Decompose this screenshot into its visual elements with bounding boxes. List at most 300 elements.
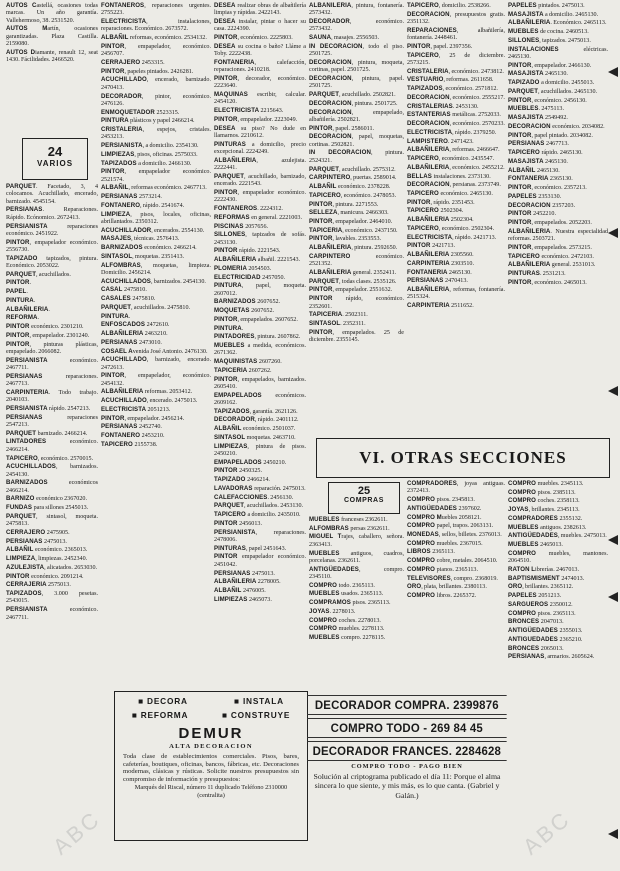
column-6 <box>508 2 608 434</box>
classified-ad: BAPTISMISMENT 2474013. <box>508 574 585 582</box>
classified-ad: ALBAÑIL reformas, económico. 2534132. <box>101 34 207 42</box>
classified-ad: COMPRO muebles, mantones. 2064510. <box>508 549 608 565</box>
classified-ad: PINTOR, papel pintado. 2034082. <box>508 131 593 139</box>
column-2 <box>101 2 211 688</box>
classified-ad: PINTOR. <box>6 279 32 287</box>
classified-ad: FUNDAS para sillones 2545013. <box>6 504 89 512</box>
classified-ad: PARQUET, acuchillados. 2475810. <box>101 303 191 311</box>
classified-ad: MUEBLES antiguos, cuadros, porcelanas. 2362611. <box>309 549 404 564</box>
classified-ad: PINTOR, papel. 2397356. <box>407 42 473 50</box>
classified-ad: ALBAÑILERIA, pintura. 2592650. <box>309 244 398 252</box>
classified-ad: MAQUINAS escribir, calcular. 2454120. <box>214 91 306 106</box>
classified-ad: MASAJISTA 2465130. <box>508 70 568 78</box>
classified-ad: ALBAÑILERIA albañil. 2221543. <box>214 256 301 264</box>
classified-ad: ELECTRICISTA 2051213. <box>101 405 171 413</box>
classified-ad: DECORACION económico. 2034082. <box>508 122 605 130</box>
classified-ad: LIMPIEZA, limpiezas. 2452340. <box>6 555 88 563</box>
classified-ad: PAPELES 2353130. <box>508 192 562 200</box>
classified-ad: SILLONES, tapizados. 2475013. <box>508 36 591 44</box>
classified-ad: DECORACION, económico. 2555217. <box>407 93 505 101</box>
classified-ad: MUEBLES 2465013. <box>508 541 563 549</box>
classified-ad: LAMPISTERO. 2471423. <box>407 137 474 145</box>
margin-arrow-icon <box>608 829 620 839</box>
classified-ad: LIMPIEZAS, pisos, oficinas. 2575033. <box>101 150 198 158</box>
classified-ad: ALBAÑILERIA. Nuestra especialidad reformas. 2503721. <box>508 227 608 243</box>
section-25-header <box>328 482 400 514</box>
section-24-header <box>22 138 88 180</box>
classified-ad: DESEA realizar obras de albañilería limpias y rápidas. 2422143. <box>214 2 306 17</box>
classified-ad: DECORACION, empapelado, albañilería. 2502821. <box>309 108 404 123</box>
classified-ad: PERSIANAS 2473010. <box>101 338 162 346</box>
classified-ad: PINTOR, lavables. 2353553. <box>309 235 382 243</box>
classified-ad: PERSIANAS reparaciones 2547213. <box>6 413 98 428</box>
classified-ad: COMPRO pisos. 2365113. <box>508 609 576 617</box>
classified-ad: MUEBLES antiguos. 2382613. <box>508 523 587 531</box>
classified-ad: REFORMA. <box>6 314 40 322</box>
classified-ad: ALBAÑILERIA, reformas, fontanería. 2515324. <box>407 286 505 301</box>
classified-ad: PERSIANISTA económico. 2467711. <box>6 356 98 372</box>
classified-ad: PINTOR, económico. 2456130. <box>508 96 587 104</box>
classified-ad: ALFOMBRAS persas 2362611. <box>309 524 390 532</box>
classified-ad: JOYAS, brillantes. 2345113. <box>508 506 580 514</box>
classified-ad: TAPICERO económico. 2465130. <box>407 189 493 197</box>
classified-ad: ALBAÑILERIA 2305560. <box>407 251 474 259</box>
demur-service: ■ INSTALA <box>234 696 284 706</box>
classified-ad: IN DECORACION, todo el piso. 2501725. <box>309 42 404 58</box>
classified-ad: PARQUET, todas clases. 2535126. <box>309 277 397 285</box>
classified-ad: PINTURAS, papel 2451643. <box>214 544 287 552</box>
column-1 <box>6 2 98 134</box>
section-label: VARIOS <box>36 159 74 168</box>
classified-ad: COMPRO Muebles 2058121. <box>407 513 482 521</box>
classified-ad: PINTOR 2421713. <box>407 242 455 250</box>
classified-ad: COMPRADORES, joyas antiguas. 2372413. <box>407 480 505 495</box>
classified-ad: PLOMERIA 2054503. <box>214 264 272 272</box>
margin-arrow-icon <box>608 67 620 77</box>
classified-ad: JOYAS. 2278013. <box>309 607 356 615</box>
classified-ad: ENFOSCADOS 2472610. <box>101 321 170 329</box>
classified-ad: TAPICERO, domicilio. 2538266. <box>407 2 491 9</box>
classified-ad: PERSIANISTA rápido. 2547213. <box>6 404 91 412</box>
classified-ad: PINTOR, empapelador económico. 2556730. <box>6 238 98 253</box>
classified-ad: DECORACION, persianas. 2373749. <box>407 181 501 189</box>
classified-ad: ALBAÑILERIA, azulejista. 2222441. <box>214 156 306 172</box>
classified-ad: COMPRO todo. 2365113. <box>309 581 375 589</box>
classified-ad: TAPICERO, económico. 2502304. <box>407 224 495 232</box>
classified-ad: PINTOR, empapelados. 2052203. <box>508 218 592 226</box>
demur-body: Toda clase de establecimientos comerciales. Pisos, bares, cafeterías, boutiques, oficinas, bancos, fábricas, etc. Decoraciones modernas, clásicas y rústicas. Solicite nuestros presupuestos sin compromiso de información y presupuestos: <box>123 753 299 783</box>
classified-ad: TAPICERO rápido. 2465130. <box>508 149 583 157</box>
classified-ad: AZULEJISTA, alicatados. 2653030. <box>6 563 98 571</box>
classified-ad: PINTOR económico. 2091214. <box>6 572 84 580</box>
classified-ad: PINTOR, empapelador. 2551632. <box>309 286 393 294</box>
classified-ad: PERSIANAS 2573214. <box>101 193 162 201</box>
classified-ad: COMPRO muebles. 2367015. <box>407 539 483 547</box>
classified-ad: ELECTRICISTA, rápido. 2379250. <box>407 128 497 136</box>
classified-ad: SINTASOL moquetas. 2463710. <box>214 433 296 441</box>
watermark-right: ABC <box>517 805 576 860</box>
classified-ad: MUEBLES usados. 2365113. <box>309 590 384 598</box>
classified-ad: CARPINTERO económico. 2521352. <box>309 252 404 268</box>
classified-ad: MUEBLES franceses 2362611. <box>309 516 388 523</box>
classified-ad: PERSIANAS, armarios. 2605624. <box>508 653 595 661</box>
classified-ad: FONTANEROS. 2224312. <box>214 205 283 213</box>
margin-arrow-icon <box>608 228 620 238</box>
classified-ad: CERRAJERO 2453315. <box>101 58 165 66</box>
demur-address: Marqués del Riscal, número 11 duplicado Teléfono 2310000 (centralita) <box>134 784 288 799</box>
classified-ad: PINTURAS. 2531213. <box>508 269 566 277</box>
classified-ad: EMPAPELADOS económicos. 2609162. <box>214 391 306 406</box>
classified-ad: ELECTRICISTA, instalaciones, reparaciones. Económico. 2673572. <box>101 18 211 33</box>
classified-ad: PINTOR, empapelados. 2573215. <box>508 243 592 251</box>
classified-ad: PARQUET, sintasol, moqueta. 2475813. <box>6 512 98 528</box>
classified-ad: DECORACION 2357203. <box>508 201 576 209</box>
criptograma-solution: Solución al criptograma publicado el día 11: Porque el alma sincera lo que siente, y mis más, es lo que canta. (Gabriel y Galán.) <box>313 772 501 800</box>
classified-ad: PINTOR, empapelador. 2301240. <box>6 331 90 339</box>
classified-ad: CARPINTERO, puertas. 2589014. <box>309 174 397 182</box>
classified-ad: FONTANERO 2453210. <box>101 432 165 440</box>
classified-ad: ENMOQUETADOR 2523315. <box>101 108 180 116</box>
section-label: COMPRAS <box>344 497 384 504</box>
classified-ad: CRISTALERIA, económico. 2473812. <box>407 67 504 75</box>
classified-ad: PINTOR, empapelador. 2223049. <box>214 115 298 123</box>
column-3 <box>214 2 306 690</box>
classified-ad: PINTOR empapelador económico. 2451042. <box>214 553 306 568</box>
classified-ad: ALBAÑILERIA 2463210. <box>101 330 168 338</box>
classified-ad: PERSIANISTA económico. 2467711. <box>6 606 98 621</box>
classified-ad: PARQUET, acuchillados. 2465130. <box>508 87 598 95</box>
classified-ad: TAPICERO, económico. 2478053. <box>309 191 397 199</box>
classified-ad: SINTASOL. 2352311. <box>309 320 366 327</box>
classified-ad: ALBAÑILERIA 2278005. <box>214 578 281 586</box>
classified-ad: RATON Librerías. 2467013. <box>508 565 580 573</box>
demur-services-row-2 <box>115 710 307 720</box>
classified-ad: ALBAÑILERIA reformas. 2053412. <box>101 388 193 396</box>
classified-ad: ESTANTERIAS metálicas. 2752033. <box>407 111 501 119</box>
classified-ad: FONTANERIA, calefacción, reparaciones. 2410218. <box>214 58 306 74</box>
classified-ad: PINTOR, empapelador. 2464010. <box>309 217 393 225</box>
classified-ad: ALBAÑILERIA, económico. 2455212. <box>407 163 505 171</box>
classified-ad: PINTOR, empapelados, barnizados. 2605410. <box>214 375 306 390</box>
classified-ad: ALBAÑILERIA. <box>6 305 50 313</box>
ad-decorador-compra: DECORADOR COMPRA. 2399876 <box>307 695 507 715</box>
classified-ad: PERSIANAS 2475013. <box>214 569 275 577</box>
classified-ad: PERSIANAS 2475013. <box>6 537 67 545</box>
classified-ad: TAPICERO, 25 de diciembre. 2573215. <box>407 51 505 66</box>
classified-ad: TAPICERO, económico. 2435547. <box>407 155 495 163</box>
classified-ad: PINTOR rápido. 2221543. <box>214 247 281 255</box>
classified-ad: BARNIZO económico 2367020. <box>6 495 87 503</box>
classified-ad: PINTOR, empapelador, económico. 2454132. <box>101 372 211 387</box>
classified-ad: ELECTRICISTA 2215643. <box>214 107 284 115</box>
classified-ad: ACUCHILLADO, encerado, barnizado. 2470413. <box>101 76 211 91</box>
classified-ad: SELLEZA, manicura. 2466303. <box>309 209 389 217</box>
classified-ad: ALBAÑILERIA 2502304. <box>407 216 474 224</box>
classified-ad: DECORACION, pintura. 2501725. <box>309 99 398 107</box>
margin-arrow-icon <box>608 535 620 545</box>
classified-ad: DECORACION, económico. 2570233. <box>407 120 505 128</box>
classified-ad: TAPIZADO a domicilio. 2455013. <box>508 79 595 87</box>
classified-ad: CARPINTERIA. Todo trabajo. 2040103. <box>6 388 98 404</box>
classified-ad: COMPRO pisos. 2345813. <box>407 496 475 504</box>
classified-ad: ALBAÑIL, reformas económico. 2467713. <box>101 184 207 192</box>
classified-ad: PARQUET, acuchillado, barnizado, encerado. 2221543. <box>214 172 306 188</box>
classified-ad: ORO, plata, brillantes. 2380113. <box>407 583 487 591</box>
bottom-ads <box>307 695 507 800</box>
classified-ad: PINTOR, papel. 2586011. <box>309 124 375 132</box>
classified-ad: SINTASOL, moquetas. 2351413. <box>101 252 185 260</box>
classified-ad: MIGUEL Trajes, caballero, señora. 2363413. <box>309 533 404 548</box>
column-4 <box>309 2 404 434</box>
classified-ad: CRISTALERIA, espejos, cristales. 2453213. <box>101 126 211 141</box>
classified-ad: PINTADORES, pintura. 2607862. <box>214 333 301 341</box>
classified-ad: LIMPIEZAS, pintura de pisos. 2450210. <box>214 442 306 458</box>
classified-ad: PINTOR, económico. 2357213. <box>508 184 587 192</box>
classified-ad: CALEFACCIONES. 2456130. <box>214 493 294 501</box>
demur-advertisement <box>114 691 308 841</box>
classified-ad: TAPICERIA 2607262. <box>214 366 272 374</box>
classified-ad: BRONCES 2065013. <box>508 644 564 652</box>
classified-ad: COMPRO muebles. 2345113. <box>508 480 584 487</box>
classified-ad: PINTOR, pinturas plásticas, empapelado. 2066082. <box>6 340 98 355</box>
classified-ad: BARNIZADOS económicos 2466214. <box>6 479 98 494</box>
classified-ad: PINTOR, empapelador económico. 2521574. <box>101 168 211 183</box>
demur-service: ■ DECORA <box>138 696 188 706</box>
classified-ad: TAPIZADOS, garantía. 2621126. <box>214 407 298 415</box>
classified-ad: PERSIANAS 2467713. <box>508 140 569 148</box>
classified-ad: LIMPIEZAS 2465073. <box>214 595 272 603</box>
classified-ad: BARNIZADOS económico. 2466214. <box>101 244 197 252</box>
classified-ad: PERSIANAS reparaciones. 2467713. <box>6 372 98 388</box>
classified-ad: MONEDAS, sellos, billetes. 2376013. <box>407 531 502 539</box>
classified-ad: TAPICERO 2502304. <box>407 207 464 215</box>
classified-ad: COMPRO muebles. 2278113. <box>309 625 385 633</box>
classified-ad: PERSIANISTA, reparaciones. 2478006. <box>214 528 306 543</box>
classified-ad: PINTOR 2450325. <box>214 467 262 475</box>
classified-ad: TAPIZADOS, 3.000 pesetas. 2543015. <box>6 590 98 605</box>
classified-ad: VESTUARIO, reformas. 2611658. <box>407 76 494 84</box>
classified-ad: REPARACIONES, albañilería, fontanería. 2448461. <box>407 26 505 42</box>
classified-ad: PINTURA. <box>6 296 36 304</box>
classified-ad: PAPELES pintados. 2475013. <box>508 2 585 9</box>
classified-ad: ALBAÑILERIA. Económico. 2465113. <box>508 19 607 27</box>
classified-ad: ALBAÑILERIA general. 2531013. <box>508 261 596 269</box>
classified-ad: TAPIZADO 2466214. <box>214 476 270 484</box>
classified-ad: PINTOR 2456013. <box>214 519 262 527</box>
classified-ad: PINTOR, económico. 2465013. <box>508 278 587 286</box>
classified-ad: INSTALACIONES eléctricas. 2465130. <box>508 45 608 61</box>
classified-ad: DECORACION, papel, moquetas, cortinas. 2502821. <box>309 133 404 148</box>
classified-ad: AUTOS Martín, ocasiones garantizadas. Plaza Castilla. 2159080. <box>6 25 98 48</box>
classified-ad: PARQUET, acuchillado. 2502821. <box>309 91 396 99</box>
classified-ad: AUTOS Castellá, ocasiones todas marcas. Un año garantía. Vallehermoso, 38. 2531520. <box>6 2 98 24</box>
classified-ad: MASAJISTA 2465130. <box>508 157 568 165</box>
classified-ad: PINTOR, papeles pintados. 2426281. <box>101 67 194 75</box>
classified-ad: ACUCHILLADO, encerado. 2475013. <box>101 397 198 405</box>
classified-ad: ACUCHILLADOR, encerados. 2554130. <box>101 226 205 234</box>
classified-ad: PINTOR, decorador, económico. 2223640. <box>214 75 306 90</box>
classified-ad: PERSIANISTA, a domicilio. 2354130. <box>101 142 199 150</box>
classified-ad: LINTADORES económico. 2466214. <box>6 438 98 453</box>
classified-ad: PINTURA, papel, moqueta. 2607012. <box>214 282 306 297</box>
demur-service: ■ REFORMA <box>131 710 189 720</box>
classified-ad: BELLAS instalaciones. 2373130. <box>407 172 491 180</box>
classified-ad: TAPICERIA, económico. 2437150. <box>309 226 398 234</box>
classified-ad: CASAL 2475810. <box>101 286 147 294</box>
classified-ad: COMPRADORES 2355132. <box>508 514 583 522</box>
classified-ad: DESEA su cocina o baño? Lláme a Toby. 2222438. <box>214 42 306 58</box>
ad-compro-todo-pago: COMPRO TODO - PAGO BIEN <box>351 763 463 770</box>
classified-ad: ALBAÑILERIA general. 2352411. <box>309 268 397 276</box>
classified-ad: ANTIGUEDADES 2365210. <box>508 635 583 643</box>
classified-ad: COMPRO coches. 2278013. <box>309 616 381 624</box>
classified-ad: TAPICERO a domicilio. 2435010. <box>214 511 301 519</box>
classified-ad: DECORACION, pintura, moqueta, cortinas, papel. 2501725. <box>309 58 404 74</box>
column-4-compras <box>309 516 404 690</box>
classified-ad: CRISTALERIAS. 2453130. <box>407 102 479 110</box>
classified-ad: PINTOR, empapelador, económico. 2456707. <box>101 42 211 58</box>
column-1b <box>6 183 98 835</box>
classified-ad: SAUNA, masajes. 2556503. <box>309 34 380 42</box>
classified-ad: TAPIZADOS a domicilio. 2466130. <box>101 159 192 167</box>
watermark-left: ABC <box>47 805 106 860</box>
classified-ad: PARQUET barnizado. 2466214. <box>6 429 88 437</box>
classified-ad: PINTOR, rápido. 2351453. <box>407 198 475 206</box>
classified-ad: TAPICERO 2155738. <box>101 440 158 448</box>
classified-ad: COMPRO libros. 2265372. <box>407 592 477 600</box>
classified-ad: FONTANEROS, reparaciones urgentes. 2755223. <box>101 2 211 17</box>
classified-ad: PINTURAS a domicilio, precio excepcional. 2224249. <box>214 140 306 156</box>
classified-ad: ANTIGÜEDADES, muebles. 2475013. <box>508 532 607 540</box>
classified-ad: ALBAÑIL económico. 2365013. <box>6 546 88 554</box>
classified-ad: DECORADOR, pintor, económico. 2476126. <box>101 92 211 107</box>
classified-ad: PARQUET, acuchillados. <box>6 270 71 278</box>
classified-ad: CARPINTERIA 2511652. <box>407 302 474 310</box>
classified-ad: DESEA instalar, pintar o hacer su casa. 2224390. <box>214 18 306 33</box>
classified-ad: LAVADORAS reparación. 2475013. <box>214 484 306 492</box>
classified-ad: DECORACION, presupuestos gratis. 2351132. <box>407 10 505 26</box>
demur-service: ■ CONSTRUYE <box>221 710 291 720</box>
classified-ad: ELECTRICISTA, rápido. 2421713. <box>407 233 497 241</box>
classified-ad: ANTIGÜEDADES 2355013. <box>508 627 583 635</box>
margin-arrow-icon <box>608 592 620 602</box>
classified-ad: PINTOR, empapelador económico. 2222430. <box>214 188 306 204</box>
classified-ad: LIMPIEZA, pisos, locales, oficinas, abrillantados. 2350312. <box>101 210 211 225</box>
classified-ad: ALFOMBRAS, moquetas, limpieza. Domicilio. 2456214. <box>101 261 211 276</box>
classified-ad: PISCINAS 2057656. <box>214 222 269 230</box>
classified-ad: PARQUET, acuchillados. 2453130. <box>214 502 304 510</box>
classified-ad: PINTURA. <box>214 324 244 332</box>
classified-ad: DECORACION, pintura, papel. 2501725. <box>309 75 404 90</box>
classified-ad: FONTANERIA 2465130. <box>407 268 472 276</box>
column-6-compras <box>508 480 608 860</box>
classified-ad: COMPRO cobre, metales. 2064510. <box>407 557 498 565</box>
classified-ad: PINTOR, empapelador. 2456214. <box>101 414 185 422</box>
section-vi-header <box>316 438 610 478</box>
section-number: 24 <box>47 144 63 159</box>
classified-ad: ACUCHILLADOS, barnizados. 2454130. <box>101 277 206 285</box>
classified-ad: ORO, brillantes. 2365112. <box>508 583 574 591</box>
classified-ad: TAPIZADOS, económico. 2571812. <box>407 85 498 93</box>
classified-ad: AUTOS Diamante, renault 12, seat 1430. Fácilidades. 2466520. <box>6 48 98 64</box>
classified-ad: MUEBLES de cocina. 2460513. <box>508 28 589 36</box>
classified-ad: TELEVISORES, compro. 2368019. <box>407 574 498 582</box>
classified-ad: MASAJISTA a domicilio. 2465130. <box>508 10 599 18</box>
classified-ad: PARQUET, acuchillado. 2575312. <box>309 165 396 173</box>
classified-ad: MOQUETAS 2607652. <box>214 307 275 315</box>
classified-ad: MAQUINISTAS 2607260. <box>214 358 282 366</box>
classified-ad: ALBAÑIL económico. 2378228. <box>309 183 391 191</box>
classified-ad: DECORADOR, rápido. 2401112. <box>214 416 299 424</box>
classified-ad: FONTANERIA 2365130. <box>508 175 573 183</box>
classified-ad: CASALES 2475810. <box>101 295 156 303</box>
classified-ad: SARGUEROS 2350012. <box>508 600 573 608</box>
classified-ad: ACUCHILLADOS, barnizados. 2454130. <box>6 463 98 478</box>
section-vi-title: VI. OTRAS SECCIONES <box>359 448 567 467</box>
classified-ad: FONTANERO, rápido. 2541674. <box>101 201 185 209</box>
classified-ad: MUEBLES compro. 2278115. <box>309 634 386 642</box>
classified-ad: DECORADOR, económico. 2573432. <box>309 18 404 33</box>
demur-title: DEMUR <box>178 725 244 742</box>
classified-ad: ALBAÑIL 2465130. <box>508 166 560 174</box>
classified-ad: ACUCHILLADO, barnizado, encerado. 2472613. <box>101 356 211 371</box>
classified-ad: COSAEL Avenida José Antonio. 2476130. <box>101 347 208 355</box>
classified-ad: MASAJISTA 2549492. <box>508 114 568 122</box>
classified-ad: PINTOR, pintura. 2271553. <box>309 200 379 208</box>
classified-ad: CERRAJERO 2475905. <box>6 528 70 536</box>
classified-ad: ALBAÑIL 2476005. <box>214 586 266 594</box>
classified-ad: SILLONES, tapizados de sofás. 2453130. <box>214 231 306 246</box>
classified-ad: COMPRO coches. 2358113. <box>508 497 580 505</box>
classified-ad: ANTIGÜEDADES, compro. 2345110. <box>309 565 404 580</box>
classified-ad: PARQUET. Facetado, 3, 4 colocamos. Acuchillado, encerado, barnizado. 4545154. <box>6 183 98 205</box>
classified-ad: PERSIANAS 2470413. <box>407 277 468 285</box>
classified-ad: PINTOR 2452210. <box>508 210 556 218</box>
classified-ad: PAPEL. <box>6 288 28 296</box>
classified-ad: PAPELES 2051213. <box>508 592 562 600</box>
classified-ad: COMPRAMOS pisos. 2365113. <box>309 599 391 607</box>
classified-ad: PINTOR rápido, económico. 2352601. <box>309 295 404 310</box>
classified-ad: TAPICERO económico. 2472103. <box>508 252 594 260</box>
classified-ad: PINTOR, económico. 2225803. <box>214 34 293 42</box>
classified-ad: ELECTRICIDAD 2457050. <box>214 273 286 281</box>
classified-ad: PINTOR, empapelados. 2607652. <box>214 315 298 323</box>
classified-ad: ANTIGÜEDADES 2397602. <box>407 504 482 512</box>
classified-ad: ALBAÑILERIA, reformas. 2466647. <box>407 146 500 154</box>
classified-ad: CERRAJERIA 2575013. <box>6 581 71 589</box>
classified-ad: PERSIANISTA reparaciones económico. 2451922. <box>6 222 98 237</box>
classified-ad: EMPAPELADOS 2450210. <box>214 458 287 466</box>
classified-ad: PINTOR, empapelados. 25 de diciembre. 2355145. <box>309 328 404 344</box>
classified-ad: ALBAÑILERIA, pintura, fontanería. 2573432. <box>309 2 404 17</box>
classified-ad: DESEA su piso? No dude en llamarnos. 2210612. <box>214 124 306 140</box>
classified-ad: IN DECORACION, pintura. 2524321. <box>309 149 404 164</box>
classified-ad: COMPRO pisos. 2385113. <box>508 488 576 496</box>
classified-ad: BRONCES 2047013. <box>508 618 564 626</box>
margin-arrow-icon <box>608 386 620 396</box>
classified-ad: LIBROS 2365113. <box>407 548 455 556</box>
classified-ad: PINTURA plásticos y papel 2466214. <box>101 117 195 125</box>
classified-ad: MASAJES, técnicas. 2576413. <box>101 235 180 243</box>
classified-ad: PERSIANAS. Reparaciones. Rápido. Ecónomico. 2672413. <box>6 206 98 221</box>
classified-ad: ALBAÑIL económico. 2501037. <box>214 425 296 433</box>
classified-ad: MUEBLES. 2475113. <box>508 105 564 113</box>
demur-services-row-1 <box>115 696 307 706</box>
classified-ad: CARPINTERIA 2303510. <box>407 259 474 267</box>
classified-ad: PINTOR, empapelador. 2466130. <box>508 61 592 69</box>
classified-ad: TAPICERO, económico. 2570015. <box>6 454 94 462</box>
classified-ad: TAPICERIA. 2502311. <box>309 311 368 319</box>
